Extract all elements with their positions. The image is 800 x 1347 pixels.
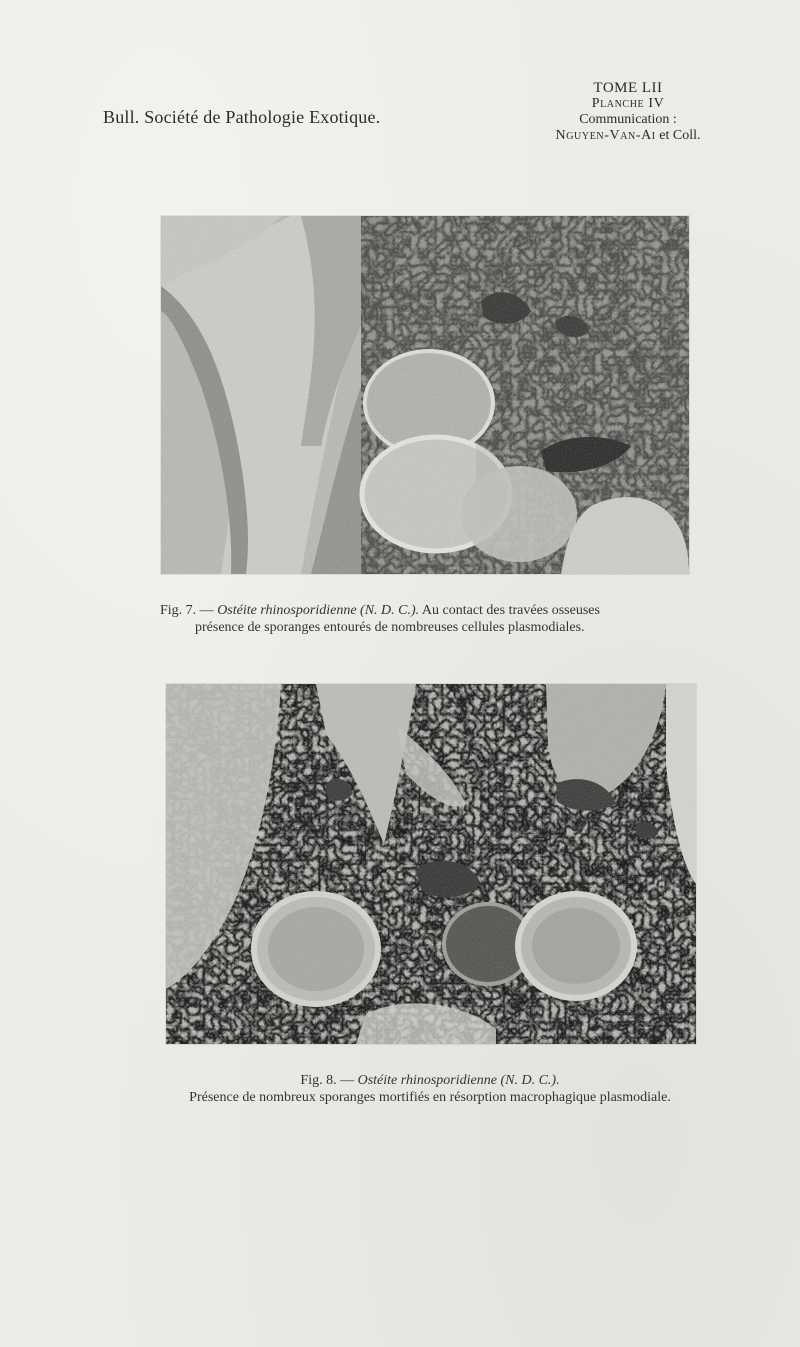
figure-8-text-line2: Présence de nombreux sporanges mortifiés en résorption macrophagique plasmodiale.	[189, 1090, 671, 1105]
micrograph-8-image	[166, 684, 696, 1044]
micrograph-7-image	[161, 216, 689, 574]
figure-7-text-line2: présence de sporanges entourés de nombreuses cellules plasmodiales.	[195, 620, 585, 635]
figure-8-caption	[120, 1072, 740, 1106]
authors-line	[508, 128, 748, 144]
figure-7-text-line1: Au contact des travées osseuses	[421, 603, 600, 618]
figure-7-label: Fig. 7. —	[160, 603, 214, 618]
figure-7-title: Ostéite rhinosporidienne (N. D. C.).	[217, 603, 420, 618]
figure-7-micrograph	[161, 216, 689, 574]
planche-label: Planche IV	[591, 96, 665, 111]
authors-name: Nguyen-Van-Ai	[555, 128, 656, 143]
communication-label: Communication :	[579, 112, 677, 127]
figure-7-caption	[160, 602, 720, 636]
figure-8-micrograph	[166, 684, 696, 1044]
figure-8-title: Ostéite rhinosporidienne (N. D. C.).	[357, 1073, 560, 1088]
tome-label: TOME LII	[593, 80, 663, 96]
figure-8-label: Fig. 8. —	[300, 1073, 355, 1088]
figure-8-line1	[120, 1072, 740, 1089]
journal-title: Bull. Société de Pathologie Exotique.	[103, 107, 381, 127]
authors-suffix: et Coll.	[659, 128, 701, 143]
plate-header	[508, 80, 748, 144]
